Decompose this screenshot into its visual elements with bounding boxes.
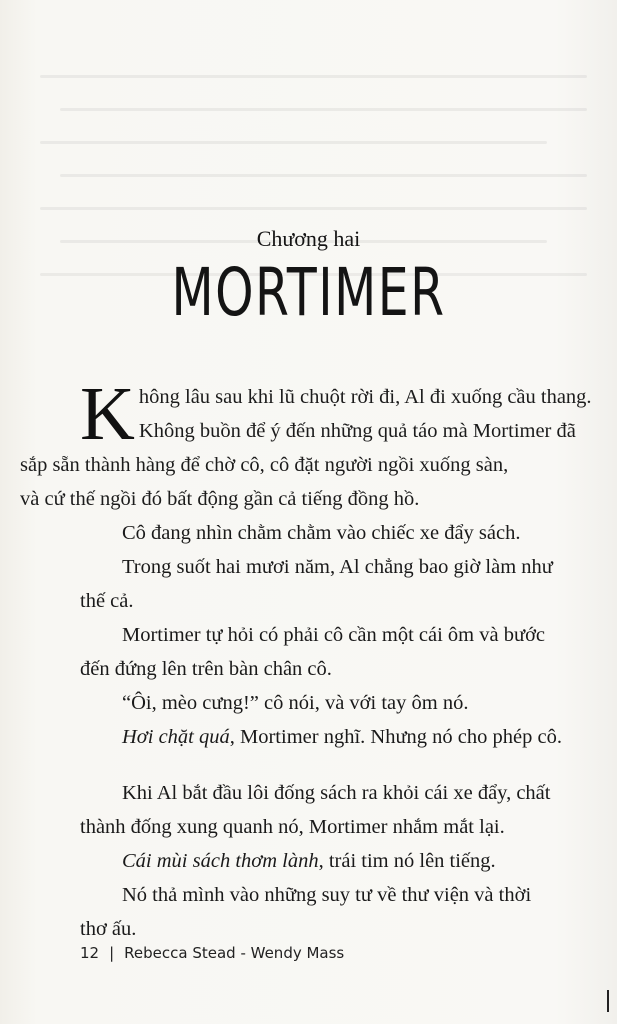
chapter-body-continued <box>80 516 580 946</box>
footer-separator: | <box>109 944 115 962</box>
paragraph-3-line: Trong suốt hai mươi năm, Al chẳng bao giờ làm như <box>122 556 553 578</box>
chapter-title: MORTIMER <box>171 254 446 331</box>
paragraph-3-line: thế cả. <box>80 590 134 612</box>
footer-authors: Rebecca Stead - Wendy Mass <box>124 944 345 962</box>
paragraph-9-line: Nó thả mình vào những suy tư về thư viện và thời <box>122 884 532 906</box>
paragraph-8-rest: , trái tim nó lên tiếng. <box>318 850 496 872</box>
paragraph-6 <box>80 720 580 754</box>
paragraph-4-line: đến đứng lên trên bàn chân cô. <box>80 658 332 680</box>
paragraph-2: Cô đang nhìn chằm chằm vào chiếc xe đẩy sách. <box>122 522 521 544</box>
paragraph-6-italic: Hơi chặt quá <box>122 726 230 748</box>
paragraph-4-line: Mortimer tự hỏi có phải cô cần một cái ôm và bước <box>122 624 546 646</box>
paragraph-line: sắp sẵn thành hàng để chờ cô, cô đặt người ngồi xuống sàn, <box>20 454 509 476</box>
paragraph-line: hông lâu sau khi lũ chuột rời đi, Al đi xuống cầu thang. <box>138 386 592 408</box>
paragraph-line: và cứ thế ngồi đó bất động gần cả tiếng đồng hồ. <box>20 488 420 510</box>
paragraph-line: Không buồn để ý đến những quả táo mà Mortimer đã <box>138 420 576 442</box>
paragraph-1 <box>20 372 592 516</box>
page-edge-mark <box>607 990 609 1012</box>
paragraph-6-rest: , Mortimer nghĩ. Nhưng nó cho phép cô. <box>229 726 562 748</box>
paragraph-9-line: thơ ấu. <box>80 918 137 940</box>
paragraph-5: “Ôi, mèo cưng!” cô nói, và với tay ôm nó. <box>122 692 469 714</box>
page-footer <box>80 944 344 962</box>
paragraph-8-italic: Cái mùi sách thơm lành <box>122 850 319 872</box>
paragraph-7-line: thành đống xung quanh nó, Mortimer nhắm mắt lại. <box>80 816 505 838</box>
paragraph-7-line: Khi Al bắt đầu lôi đống sách ra khỏi cái xe đẩy, chất <box>122 782 551 804</box>
page-number: 12 <box>80 944 100 962</box>
drop-cap: K <box>80 372 135 456</box>
section-break <box>80 754 580 776</box>
paragraph-8 <box>80 844 580 878</box>
chapter-body <box>20 372 592 516</box>
chapter-label: Chương hai <box>256 226 361 251</box>
